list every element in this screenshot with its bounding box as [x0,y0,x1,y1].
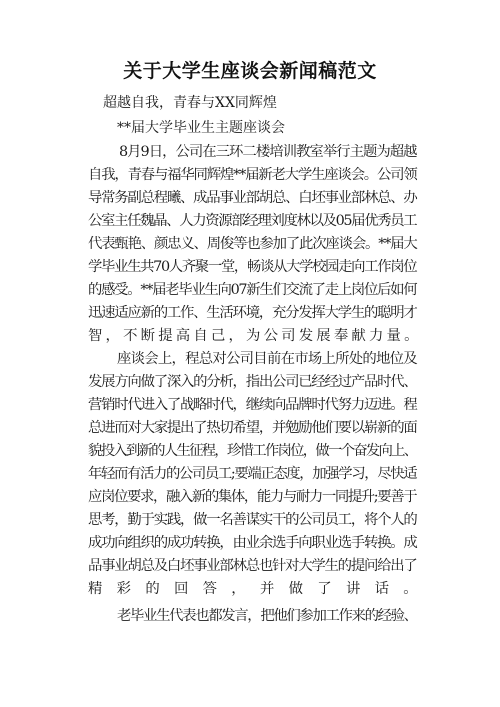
body-line: 总进而对大家提出了热切希望，并勉励他们要以崭新的面 [88,420,417,436]
body-line: 应岗位要求，融入新的集体，能力与耐力一同提升;要善于 [88,489,417,505]
body-line: 营销时代进入了战略时代，继续向品牌时代努力迈进。程 [88,397,417,413]
body-line: 公室主任魏晶、人力资源部经理刘度林以及05届优秀员工 [88,213,417,229]
body-line: 智，不断提高自己，为公司发展奉献力量。 [88,328,422,344]
document-title: 关于大学生座谈会新闻稿范文 [123,60,377,82]
body-line: 迅速适应新的工作、生活环境，充分发挥大学生的聪明才 [88,305,417,321]
body-line: 年轻而有活力的公司员工;要端正态度，加强学习，尽快适 [88,466,417,482]
document-subtitle: 超越自我，青春与XX同辉煌 [103,95,277,111]
body-line: 发展方向做了深入的分析，指出公司已经经过产品时代、 [88,374,417,390]
body-line: 座谈会上，程总对公司目前在市场上所处的地位及 [117,351,417,367]
body-line: 学毕业生共70人齐聚一堂，畅谈从大学校园走向工作岗位 [88,259,417,275]
body-line: 成功向组织的成功转换，由业余选手向职业选手转换。成 [88,535,417,551]
body-line: 的感受。**届老毕业生向07新生们交流了走上岗位后如何 [88,282,417,298]
body-line: 代表甄艳、颜忠义、周俊等也参加了此次座谈会。**届大 [88,236,417,252]
body-line: 老毕业生代表也都发言，把他们参加工作来的经验、 [117,608,417,624]
body-line: 导常务副总程曦、成品事业部胡总、白坯事业部林总、办 [88,190,417,206]
body-line: 8月9日，公司在三环二楼培训教室举行主题为超越 [119,144,417,160]
body-line: 精彩的回答，并做了讲话。 [88,581,432,597]
event-title: **届大学毕业生主题座谈会 [117,120,285,136]
body-line: 品事业胡总及白坯事业部林总也针对大学生的提问给出了 [88,558,417,574]
body-line: 貌投入到新的人生征程，珍惜工作岗位，做一个奋发向上、 [88,443,417,459]
body-line: 自我，青春与福华同辉煌**届新老大学生座谈会。公司领 [88,167,417,183]
body-line: 思考，勤于实践，做一名善谋实干的公司员工，将个人的 [88,512,417,528]
